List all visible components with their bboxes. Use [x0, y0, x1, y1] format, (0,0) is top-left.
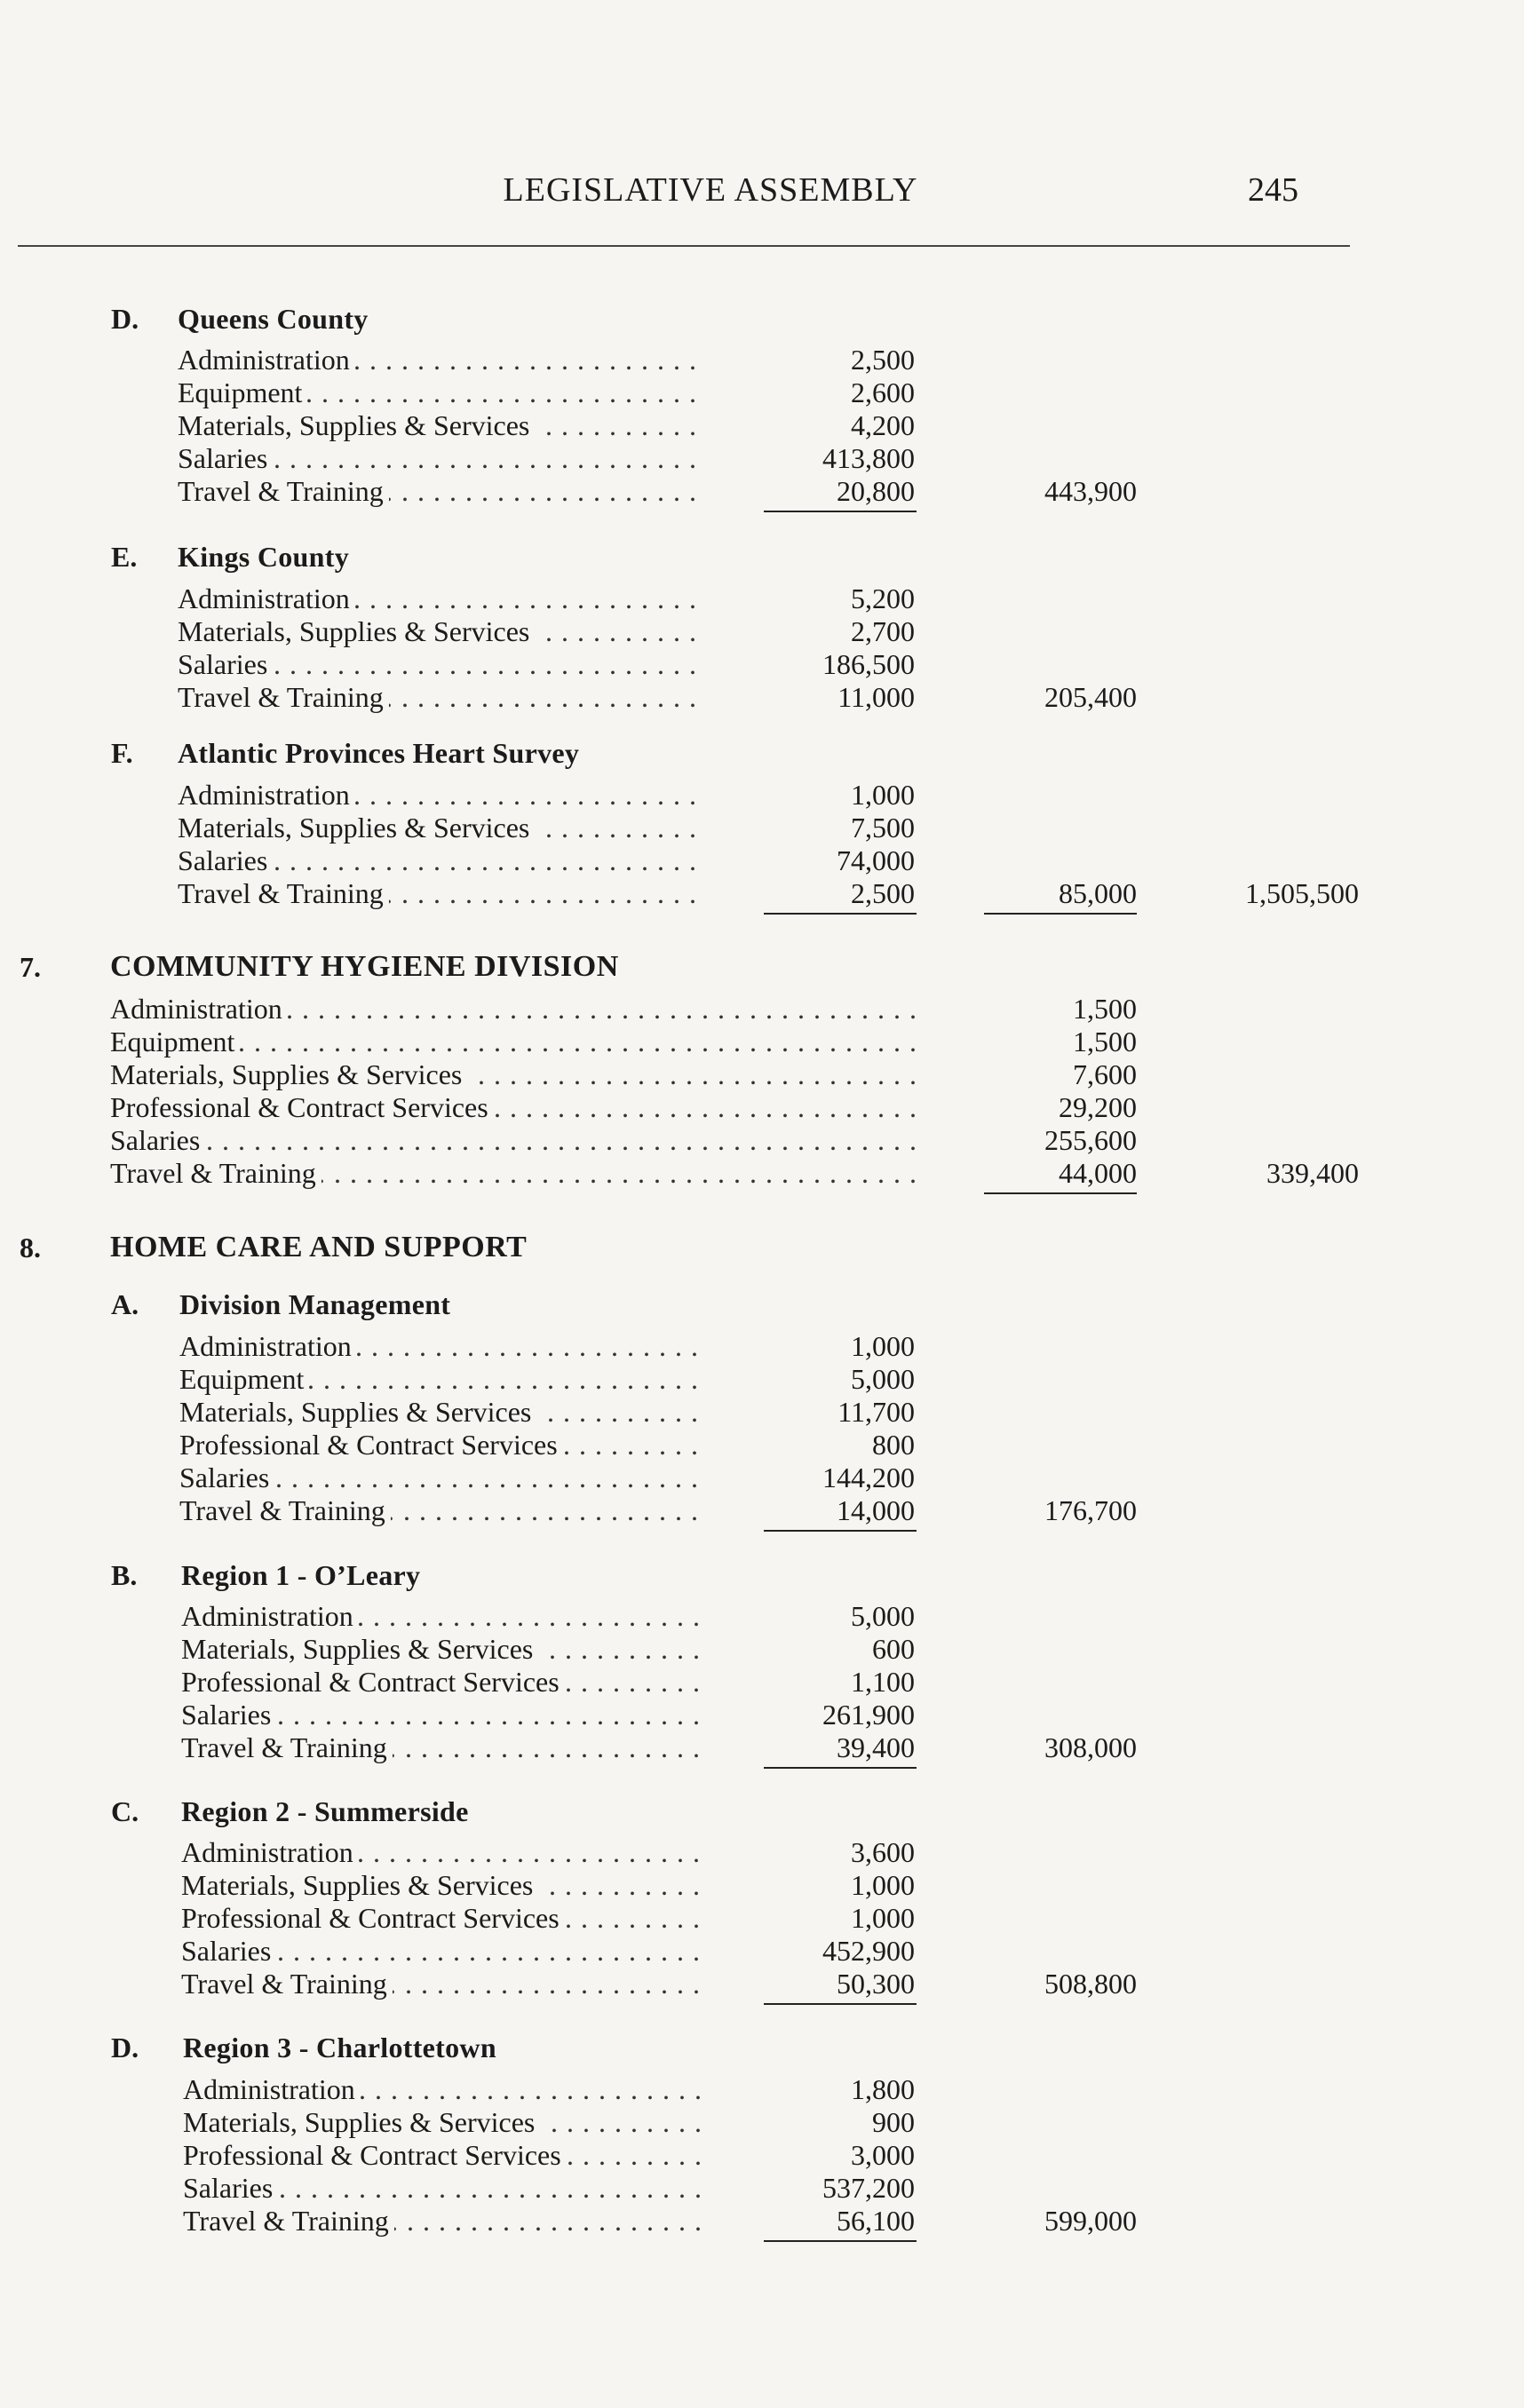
line-item-amount: 56,100 [837, 2205, 915, 2237]
section-letter: A. [111, 1288, 139, 1320]
line-item-amount: 50,300 [837, 1968, 915, 2000]
line-item-amount: 2,500 [851, 877, 915, 909]
line-item-label: Professional & Contract Services . . . [181, 1901, 702, 1935]
line-item-amount: 900 [872, 2106, 915, 2138]
line-item-amount: 800 [872, 1429, 915, 1461]
line-item-amount: 74,000 [837, 844, 915, 876]
line-item-label: Equipment . . . [110, 1025, 918, 1058]
amount-underline [764, 1767, 917, 1769]
line-item-label: Materials, Supplies & Services . . . [178, 811, 702, 844]
section-letter: C. [111, 1795, 139, 1827]
line-item-amount: 1,100 [851, 1666, 915, 1698]
section-subtotal: 85,000 [1059, 877, 1137, 909]
division-number: 8. [20, 1232, 41, 1263]
line-item-label: Salaries . . . [178, 441, 702, 475]
line-item-amount: 20,800 [837, 475, 915, 507]
line-item-amount: 7,500 [851, 812, 915, 844]
section-letter: E. [111, 541, 138, 573]
line-item-label: Administration . . . [178, 343, 702, 376]
line-item-amount: 14,000 [837, 1494, 915, 1526]
line-item-amount: 537,200 [822, 2172, 915, 2204]
line-item-label: Professional & Contract Services . . . [179, 1428, 702, 1461]
section-title: Region 1 - O’Leary [181, 1559, 421, 1591]
line-item-label: Travel & Training . . . [183, 2204, 702, 2238]
line-item-label: Salaries . . . [178, 844, 702, 877]
line-item-label: Travel & Training . . . [178, 474, 702, 508]
line-item-label: Administration . . . [181, 1835, 702, 1869]
line-item-amount: 255,600 [1044, 1124, 1137, 1156]
line-item-amount: 1,500 [1073, 993, 1137, 1025]
line-item-amount: 1,000 [851, 1869, 915, 1901]
line-item-label: Salaries . . . [178, 647, 702, 681]
page-number: 245 [1248, 171, 1298, 209]
line-item-label: Materials, Supplies & Services . . . [178, 614, 702, 648]
line-item-amount: 186,500 [822, 648, 915, 680]
line-item-amount: 39,400 [837, 1731, 915, 1763]
section-title: Kings County [178, 541, 349, 573]
line-item-label: Salaries . . . [110, 1123, 918, 1157]
line-item-label: Materials, Supplies & Services . . . [178, 408, 702, 442]
line-item-amount: 5,000 [851, 1600, 915, 1632]
line-item-label: Travel & Training . . . [179, 1493, 702, 1527]
line-item-label: Administration . . . [178, 582, 702, 615]
section-subtotal: 508,800 [1044, 1968, 1137, 2000]
line-item-amount: 11,000 [837, 681, 915, 713]
line-item-label: Materials, Supplies & Services . . . [181, 1632, 702, 1666]
section-subtotal: 176,700 [1044, 1494, 1137, 1526]
line-item-amount: 7,600 [1073, 1058, 1137, 1090]
line-item-label: Administration . . . [110, 992, 918, 1026]
line-item-label: Salaries . . . [181, 1698, 702, 1731]
line-item-amount: 4,200 [851, 409, 915, 441]
line-item-amount: 452,900 [822, 1935, 915, 1967]
section-letter: F. [111, 737, 133, 769]
amount-underline [764, 511, 917, 512]
line-item-label: Travel & Training . . . [178, 876, 702, 910]
amount-underline [764, 2003, 917, 2005]
line-item-amount: 1,800 [851, 2073, 915, 2105]
division-total: 339,400 [1266, 1157, 1359, 1189]
line-item-amount: 2,500 [851, 344, 915, 376]
page-header-title: LEGISLATIVE ASSEMBLY [503, 171, 918, 209]
section-letter: D. [111, 303, 139, 335]
amount-underline [764, 913, 917, 915]
line-item-label: Administration . . . [179, 1329, 702, 1363]
line-item-amount: 1,000 [851, 779, 915, 811]
line-item-amount: 1,000 [851, 1902, 915, 1934]
line-item-label: Salaries . . . [181, 1934, 702, 1968]
line-item-label: Salaries . . . [183, 2171, 702, 2205]
section-subtotal: 205,400 [1044, 681, 1137, 713]
line-item-label: Equipment . . . [178, 376, 702, 409]
subtotal-underline [984, 913, 1137, 915]
line-item-label: Administration . . . [181, 1599, 702, 1633]
line-item-label: Travel & Training . . . [181, 1967, 702, 2000]
line-item-label: Materials, Supplies & Services . . . [110, 1057, 918, 1091]
line-item-label: Materials, Supplies & Services . . . [179, 1395, 702, 1429]
line-item-amount: 1,500 [1073, 1026, 1137, 1057]
line-item-amount: 3,600 [851, 1836, 915, 1868]
line-item-label: Professional & Contract Services . . . [183, 2138, 702, 2172]
section-subtotal: 443,900 [1044, 475, 1137, 507]
line-item-amount: 5,000 [851, 1363, 915, 1395]
section-title: Division Management [179, 1288, 451, 1320]
section-title: Region 3 - Charlottetown [183, 2032, 496, 2063]
section-letter: B. [111, 1559, 138, 1591]
line-item-label: Travel & Training . . . [181, 1731, 702, 1764]
line-item-label: Travel & Training . . . [178, 680, 702, 714]
line-item-label: Administration . . . [183, 2072, 702, 2106]
section-subtotal: 599,000 [1044, 2205, 1137, 2237]
line-item-amount: 2,700 [851, 615, 915, 647]
division-title: HOME CARE AND SUPPORT [110, 1231, 528, 1263]
line-item-amount: 29,200 [1059, 1091, 1137, 1123]
line-item-amount: 261,900 [822, 1699, 915, 1731]
line-item-label: Equipment . . . [179, 1362, 702, 1396]
line-item-amount: 2,600 [851, 376, 915, 408]
line-item-amount: 5,200 [851, 582, 915, 614]
division-number: 7. [20, 951, 41, 983]
amount-underline [764, 1530, 917, 1532]
line-item-label: Materials, Supplies & Services . . . [181, 1868, 702, 1902]
section-letter: D. [111, 2032, 139, 2063]
line-item-label: Administration . . . [178, 778, 702, 812]
line-item-label: Materials, Supplies & Services . . . [183, 2105, 702, 2139]
section-title: Atlantic Provinces Heart Survey [178, 737, 580, 769]
line-item-amount: 413,800 [822, 442, 915, 474]
line-item-amount: 600 [872, 1633, 915, 1665]
line-item-label: Salaries . . . [179, 1461, 702, 1494]
section-title: Queens County [178, 303, 369, 335]
division-title: COMMUNITY HYGIENE DIVISION [110, 950, 619, 983]
line-item-label: Professional & Contract Services . . . [181, 1665, 702, 1699]
line-item-amount: 44,000 [1059, 1157, 1137, 1189]
line-item-label: Travel & Training . . . [110, 1156, 918, 1190]
header-rule [18, 245, 1350, 247]
line-item-amount: 1,000 [851, 1330, 915, 1362]
line-item-label: Professional & Contract Services . . . [110, 1090, 918, 1124]
line-item-amount: 11,700 [837, 1396, 915, 1428]
line-item-amount: 144,200 [822, 1461, 915, 1493]
section-title: Region 2 - Summerside [181, 1795, 469, 1827]
division-total: 1,505,500 [1245, 877, 1359, 909]
amount-underline [984, 1192, 1137, 1194]
section-subtotal: 308,000 [1044, 1731, 1137, 1763]
line-item-amount: 3,000 [851, 2139, 915, 2171]
amount-underline [764, 2240, 917, 2242]
